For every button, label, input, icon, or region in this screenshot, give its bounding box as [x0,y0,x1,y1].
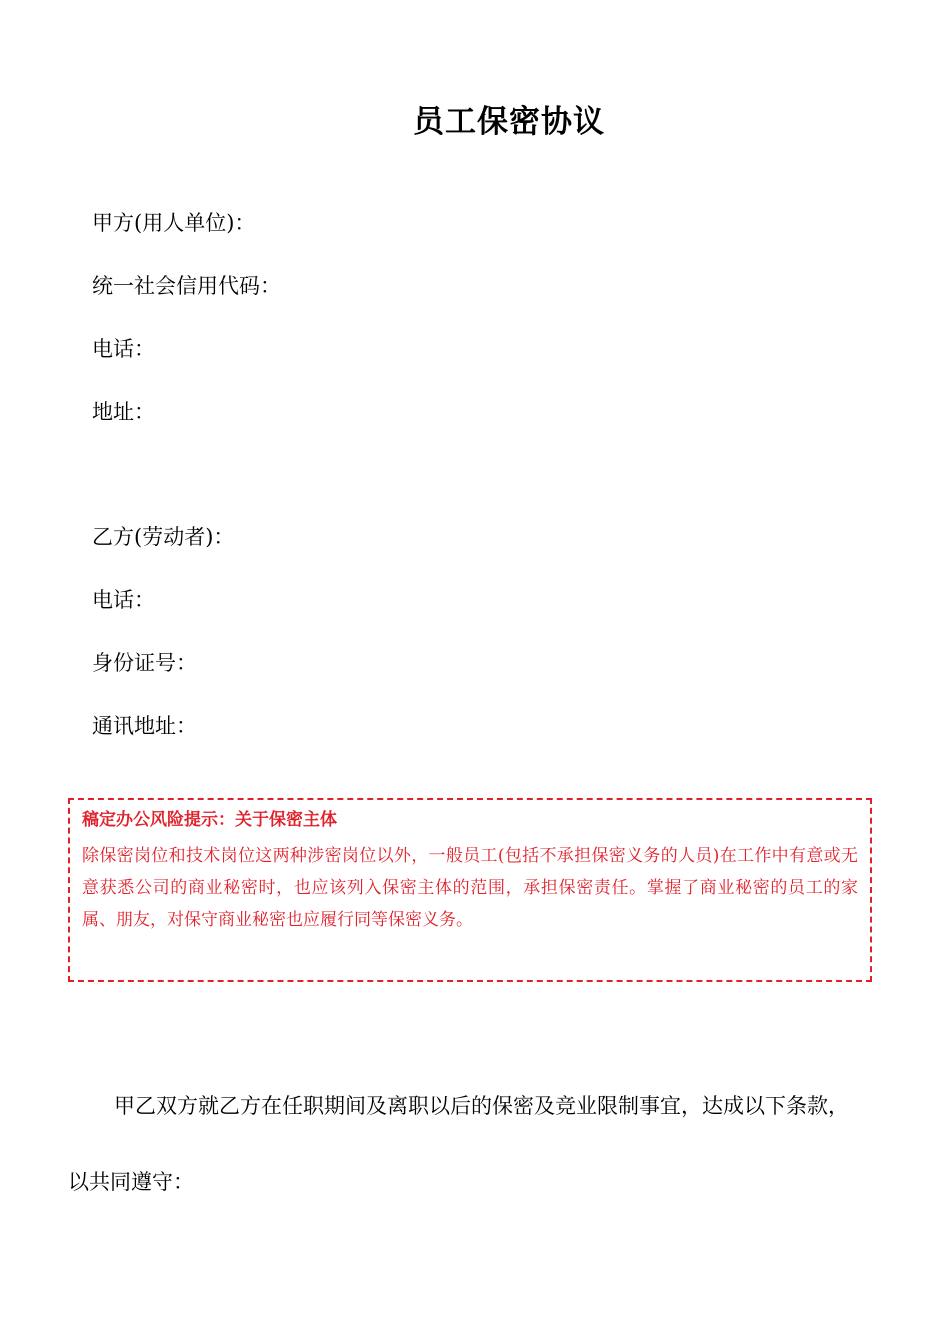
risk-notice-title: 稿定办公风险提示：关于保密主体 [82,810,337,830]
party-b-id-label: 身份证号： [92,651,197,675]
party-a-credit-code-label: 统一社会信用代码： [92,274,281,298]
party-a-phone-label: 电话： [92,337,155,361]
party-a-name-label: 甲方(用人单位)： [92,211,256,235]
agreement-paragraph-line-2: 以共同遵守： [68,1170,194,1194]
agreement-paragraph-line-1: 甲乙双方就乙方在任职期间及离职以后的保密及竞业限制事宜，达成以下条款， [114,1094,849,1118]
party-a-address-label: 地址： [92,400,155,424]
party-b-name-label: 乙方(劳动者)： [92,525,235,549]
party-b-mail-address-label: 通讯地址： [92,714,197,738]
party-b-phone-label: 电话： [92,588,155,612]
risk-notice-body: 除保密岗位和技术岗位这两种涉密岗位以外，一般员工(包括不承担保密义务的人员)在工作中有意或无意获悉公司的商业秘密时，也应该列入保密主体的范围，承担保密责任。掌握了商业秘密的员工的家属、朋友，对保守商业秘密也应履行同等保密义务。 [82,846,858,930]
document-title: 员工保密协议 [413,104,605,140]
risk-notice-box [68,798,872,982]
